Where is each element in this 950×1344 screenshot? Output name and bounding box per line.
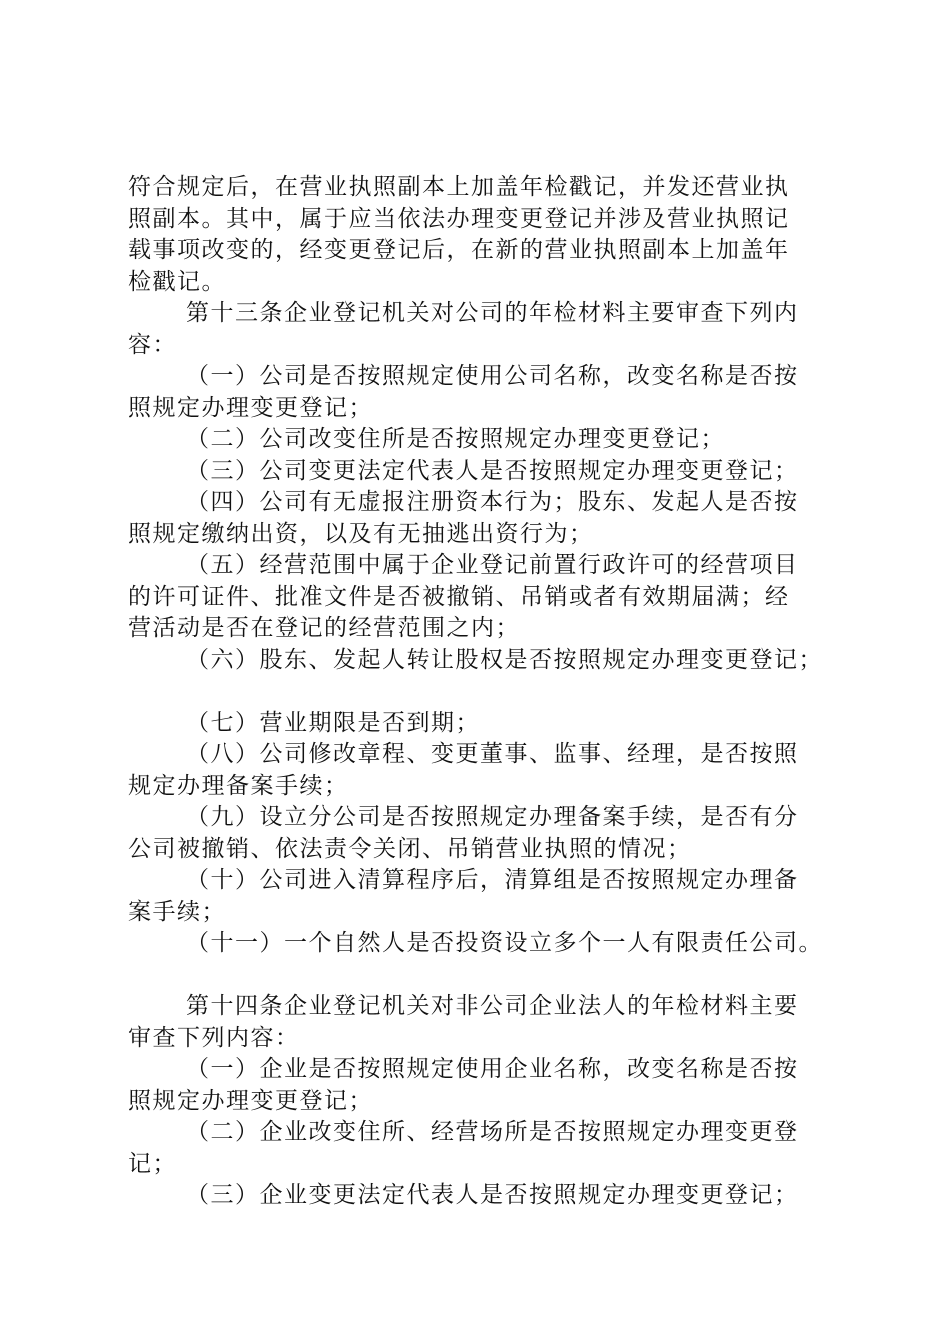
paragraph-line: 营活动是否在登记的经营范围之内；: [128, 615, 520, 641]
blank-line: [128, 676, 838, 708]
paragraph-line: 照规定缴纳出资，以及有无抽逃出资行为；: [128, 520, 594, 547]
paragraph-line: 记；: [128, 1150, 177, 1177]
paragraph-line: 规定办理备案手续；: [128, 772, 349, 799]
paragraph-line: 载事项改变的，经变更登记后，在新的营业执照副本上加盖年: [128, 237, 790, 263]
article-13-heading: 第十三条企业登记机关对公司的年检材料主要审查下列内: [186, 300, 799, 326]
list-item: （九）设立分公司是否按照规定办理备案手续，是否有分: [186, 804, 799, 830]
paragraph-line: 案手续；: [128, 898, 226, 925]
paragraph-line: 的许可证件、批准文件是否被撤销、吊销或者有效期届满；经: [128, 583, 790, 610]
paragraph-line: 审查下列内容：: [128, 1024, 300, 1051]
document-body: [128, 172, 838, 1212]
list-item: （二）企业改变住所、经营场所是否按照规定办理变更登: [186, 1119, 799, 1145]
paragraph-line: 照规定办理变更登记；: [128, 394, 373, 421]
list-item: （五）经营范围中属于企业登记前置行政许可的经营项目: [186, 552, 799, 578]
list-item: （十）公司进入清算程序后，清算组是否按照规定办理备: [186, 867, 799, 893]
list-item: （八）公司修改章程、变更董事、监事、经理，是否按照: [186, 741, 799, 767]
list-item: （六）股东、发起人转让股权是否按照规定办理变更登记；: [186, 646, 823, 673]
list-item: （三）公司变更法定代表人是否按照规定办理变更登记；: [186, 457, 799, 484]
blank-line: [128, 960, 838, 992]
list-item: （一）企业是否按照规定使用企业名称，改变名称是否按: [186, 1056, 799, 1082]
paragraph-line: 容：: [128, 331, 177, 358]
list-item: （十一）一个自然人是否投资设立多个一人有限责任公司。: [186, 930, 823, 956]
paragraph-line: 检戳记。: [128, 268, 226, 295]
list-item: （二）公司改变住所是否按照规定办理变更登记；: [186, 426, 725, 452]
list-item: （四）公司有无虚报注册资本行为；股东、发起人是否按: [186, 489, 799, 515]
list-item: （一）公司是否按照规定使用公司名称，改变名称是否按: [186, 363, 799, 389]
paragraph-line: 公司被撤销、依法责令关闭、吊销营业执照的情况；: [128, 835, 692, 862]
list-item: （七）营业期限是否到期；: [186, 709, 480, 736]
list-item: （三）企业变更法定代表人是否按照规定办理变更登记；: [186, 1182, 799, 1208]
article-14-heading: 第十四条企业登记机关对非公司企业法人的年检材料主要: [186, 993, 799, 1019]
paragraph-line: 符合规定后，在营业执照副本上加盖年检戳记，并发还营业执: [128, 174, 790, 200]
paragraph-line: 照副本。其中，属于应当依法办理变更登记并涉及营业执照记: [128, 205, 790, 232]
paragraph-line: 照规定办理变更登记；: [128, 1087, 373, 1114]
